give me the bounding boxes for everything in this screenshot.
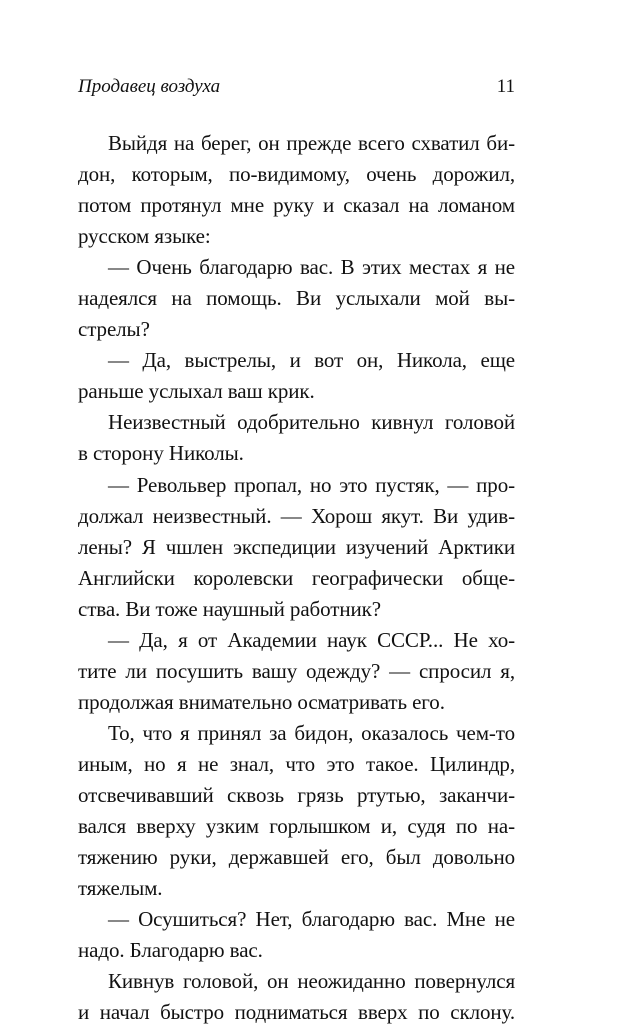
text-line: Неизвестный одобрительно кивнул головой bbox=[108, 410, 515, 435]
text-line: вался вверху узким горлышком и, судя по на- bbox=[78, 814, 515, 839]
text-line: надо. Благодарю вас. bbox=[78, 938, 263, 963]
text-line: иным, но я не знал, что это такое. Цилиндр, bbox=[78, 751, 515, 776]
text-line: продолжая внимательно осматривать его. bbox=[78, 689, 445, 714]
text-line: лены? Я чшлен экспедиции изучений Арктики bbox=[78, 534, 515, 559]
text-line: тяжелым. bbox=[78, 876, 163, 901]
text-line: — Очень благодарю вас. В этих местах я не bbox=[108, 255, 515, 280]
text-line: раньше услыхал ваш крик. bbox=[78, 379, 315, 404]
text-line: Выйдя на берег, он прежде всего схватил би- bbox=[108, 131, 515, 155]
page-header bbox=[78, 72, 515, 102]
text-line: надеялся на помощь. Ви услыхали мой вы- bbox=[78, 286, 515, 311]
text-line: дон, которым, по-видимому, очень дорожил, bbox=[78, 162, 515, 187]
text-line: — Да, выстрелы, и вот он, Никола, еще bbox=[108, 348, 515, 373]
text-line: потом протянул мне руку и сказал на ломаном bbox=[78, 193, 515, 218]
text-line: стрелы? bbox=[78, 317, 150, 342]
text-line: — Осушиться? Нет, благодарю вас. Мне не bbox=[108, 907, 515, 932]
text-line: ства. Ви тоже наушный работник? bbox=[78, 596, 381, 621]
text-line: Английски королевски географически обще- bbox=[78, 565, 515, 590]
text-line: в сторону Николы. bbox=[78, 441, 244, 466]
text-line: тяжению руки, державшей его, был довольно bbox=[78, 845, 515, 870]
text-line: русском языке: bbox=[78, 224, 211, 249]
text-line: тите ли посушить вашу одежду? — спросил я, bbox=[78, 658, 515, 683]
text-line: — Револьвер пропал, но это пустяк, — про- bbox=[108, 472, 515, 497]
page-number: 11 bbox=[496, 76, 515, 97]
body-text bbox=[78, 128, 515, 1028]
text-line: Кивнув головой, он неожиданно повернулся bbox=[108, 969, 515, 994]
text-line: должал неизвестный. — Хорош якут. Ви удив- bbox=[78, 503, 515, 528]
text-line: и начал быстро подниматься вверх по склону. bbox=[78, 1000, 515, 1025]
running-title: Продавец воздуха bbox=[78, 76, 221, 97]
text-line: отсвечивавший сквозь грязь ртутью, заканчи- bbox=[78, 782, 515, 807]
text-line: — Да, я от Академии наук СССР... Не хо- bbox=[108, 627, 515, 652]
text-line: То, что я принял за бидон, оказалось чем-то bbox=[108, 720, 515, 745]
